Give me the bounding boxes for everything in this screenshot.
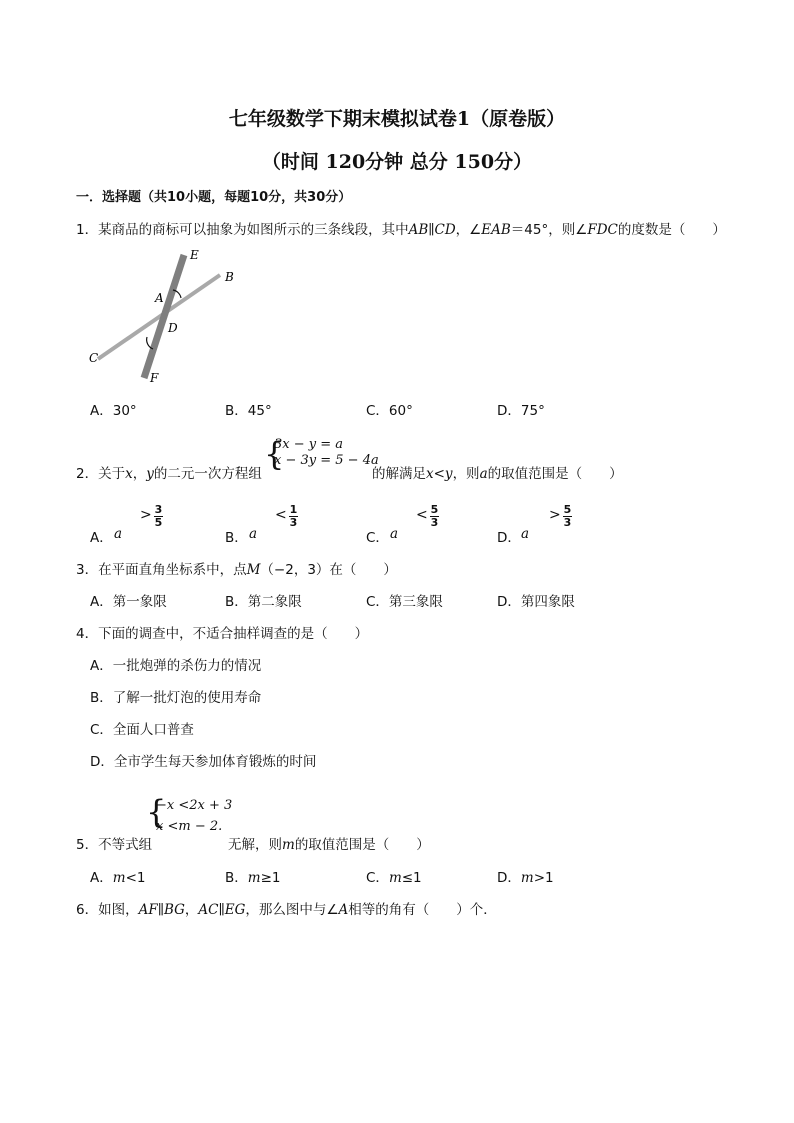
label-b: B (225, 270, 234, 284)
q2-d-label: D． (497, 530, 521, 546)
question-5-lead: 5．不等式组 (76, 837, 153, 853)
label-d: D (168, 321, 178, 335)
q1-option-a[interactable]: A．30° (90, 403, 137, 419)
q1-eq45: ＝45°，则∠ (510, 222, 588, 238)
q2-a-num: 3 (154, 503, 163, 516)
q2-option-c[interactable] (366, 504, 456, 544)
q2-a-den: 5 (154, 516, 163, 529)
q1-ab-cd: AB∥CD (408, 222, 456, 238)
q5-ineq1: −x <2x + 3 (156, 798, 233, 813)
q5-d-label: D． (497, 870, 521, 886)
q5-brace: { (146, 793, 167, 831)
q2-d-var: a (521, 526, 530, 542)
question-5-tail (228, 833, 430, 853)
question-2-tail (372, 462, 623, 482)
q5-a-rel: <1 (125, 870, 146, 886)
q6-a: A (338, 902, 349, 918)
q6-suffix: 相等的角有（ ）个． (348, 902, 497, 918)
q5-option-d[interactable] (497, 866, 554, 886)
q1-fdc: FDC (587, 222, 618, 238)
q1-prefix: 1．某商品的商标可以抽象为如图所示的三条线段，其中 (76, 222, 409, 238)
q3-point: M (246, 562, 261, 578)
q2-cond: x<y (426, 466, 453, 482)
q2-d-den: 3 (563, 516, 572, 529)
q5-b-label: B． (225, 870, 248, 886)
q6-p2: AC∥EG (198, 902, 246, 918)
q5-a-label: A． (90, 870, 113, 886)
q2-b-fraction (289, 504, 298, 529)
q5-ineq2: x <m − 2. (156, 819, 223, 834)
q2-c-fraction (430, 504, 439, 529)
q2-brace: { (264, 435, 285, 473)
q2-suffix1: 的解满足 (372, 466, 426, 482)
q1-eab: EAB (481, 222, 511, 238)
q2-b-label: B． (225, 530, 248, 546)
q4-option-c[interactable]: C．全面人口普查 (90, 722, 194, 738)
q2-a-rel: > (140, 507, 152, 523)
label-e: E (190, 248, 199, 262)
q4-option-b[interactable]: B．了解一批灯泡的使用寿命 (90, 690, 262, 706)
q5-c-var: m (388, 870, 402, 886)
q5-d-var: m (520, 870, 534, 886)
q5-option-c[interactable] (366, 866, 422, 886)
q2-eq1: 3x − y = a (274, 437, 344, 452)
q2-b-den: 3 (289, 516, 298, 529)
q3-option-d[interactable]: D．第四象限 (497, 594, 575, 610)
question-3-text (76, 558, 397, 578)
q3-option-c[interactable]: C．第三象限 (366, 594, 443, 610)
q2-option-a[interactable] (90, 504, 180, 544)
question-6-text (76, 898, 497, 918)
q1-option-b[interactable]: B．45° (225, 403, 272, 419)
page-subtitle: （时间 120分钟 总分 150分） (261, 151, 533, 173)
q5-a-var: m (112, 870, 126, 886)
question-1-text (76, 218, 726, 238)
q2-x: x (125, 466, 133, 482)
q5-option-b[interactable] (225, 866, 280, 886)
q5-b-var: m (247, 870, 261, 886)
label-a: A (155, 291, 164, 305)
q3-prefix: 3．在平面直角坐标系中，点 (76, 562, 247, 578)
q4-option-a[interactable]: A．一批炮弹的杀伤力的情况 (90, 658, 262, 674)
q2-b-rel: < (275, 507, 287, 523)
line-cb (98, 275, 220, 359)
q1-option-c[interactable]: C．60° (366, 403, 413, 419)
q2-sep: ， (132, 466, 147, 482)
q2-c-den: 3 (430, 516, 439, 529)
q2-eq2: x − 3y = 5 − 4a (274, 453, 379, 468)
q1-angle-text: ，∠ (455, 222, 482, 238)
q1-suffix: 的度数是（ ） (617, 222, 726, 238)
q2-prefix: 2．关于 (76, 466, 126, 482)
q2-d-fraction (563, 504, 572, 529)
q3-coords: （−2，3）在（ ） (260, 562, 397, 578)
q5-suffix2: 的取值范围是（ ） (294, 837, 430, 853)
q6-p1: AF∥BG (138, 902, 185, 918)
section-heading: 一．选择题（共10小题，每题10分，共30分） (76, 190, 352, 205)
q5-m: m (282, 837, 295, 853)
q5-option-a[interactable] (90, 866, 145, 886)
q5-c-rel: ≤1 (401, 870, 422, 886)
q3-option-b[interactable]: B．第二象限 (225, 594, 302, 610)
q2-c-var: a (390, 526, 399, 542)
q2-a-label: A． (90, 530, 113, 546)
q2-suffix2: ，则 (452, 466, 480, 482)
q5-inequality-system (146, 795, 232, 837)
q2-equation-system (264, 435, 379, 473)
q1-option-d[interactable]: D．75° (497, 403, 545, 419)
q2-y: y (146, 466, 154, 482)
page-title: 七年级数学下期末模拟试卷1（原卷版） (228, 108, 566, 130)
q5-d-rel: >1 (533, 870, 554, 886)
q2-b-num: 1 (289, 503, 298, 516)
q4-option-d[interactable]: D．全市学生每天参加体育锻炼的时间 (90, 754, 317, 770)
label-c: C (89, 351, 99, 365)
q2-c-rel: < (416, 507, 428, 523)
line-ef (144, 255, 184, 378)
q2-c-label: C． (366, 530, 389, 546)
label-f: F (150, 371, 159, 385)
q2-suffix3: 的取值范围是（ ） (487, 466, 623, 482)
q5-c-label: C． (366, 870, 389, 886)
q6-sep: ， (184, 902, 199, 918)
q2-b-var: a (249, 526, 258, 542)
q2-a-var: a (114, 526, 123, 542)
question-2-lead (76, 462, 262, 482)
q2-d-rel: > (549, 507, 561, 523)
q5-suffix1: 无解，则 (228, 837, 282, 853)
q3-option-a[interactable]: A．第一象限 (90, 594, 167, 610)
q2-c-num: 5 (430, 503, 439, 516)
q2-a: a (479, 466, 488, 482)
q2-mid: 的二元一次方程组 (153, 466, 262, 482)
q2-option-d[interactable] (497, 504, 587, 544)
question-4-text: 4．下面的调查中，不适合抽样调查的是（ ） (76, 626, 369, 642)
q1-figure (80, 245, 250, 390)
q2-option-b[interactable] (225, 504, 315, 544)
q5-b-rel: ≥1 (260, 870, 281, 886)
q6-prefix: 6．如图， (76, 902, 139, 918)
q2-a-fraction (154, 504, 163, 529)
q2-d-num: 5 (563, 503, 572, 516)
q6-mid: ，那么图中与∠ (245, 902, 339, 918)
